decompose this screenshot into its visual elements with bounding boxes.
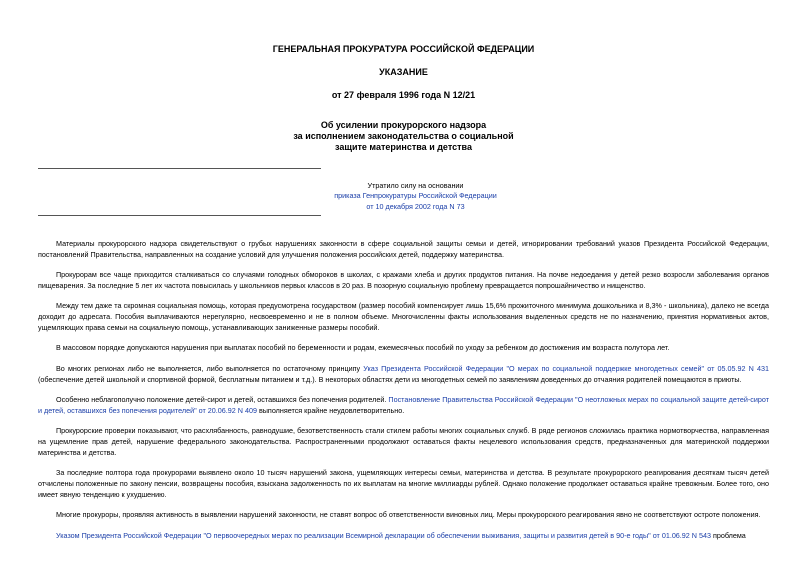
repeal-notice: Утратило силу на основании — [367, 181, 464, 190]
paragraph-4: В массовом порядке допускаются нарушения при выплатах пособий по беременности и родам, ежемесячных пособий по уходу за ребенком до достижения им возраста полутора лет. — [56, 343, 670, 352]
document-date: от 27 февраля 1996 года N 12/21 — [331, 90, 476, 100]
paragraph-6 — [38, 394, 769, 416]
paragraph-10-text-end: проблема — [710, 531, 746, 540]
paragraph-6-text-end: выполняется крайне неудовлетворительно. — [256, 406, 405, 415]
decree-543-link[interactable]: Указом Президента Российской Федерации "О первоочередных мерах по реализации Всемирной декларации об обеспечении выживания, защиты и развития детей в 90-е годы" от 01.06.92 N 543 — [56, 531, 711, 540]
title-line-2: за исполнением законодательства о социальной — [293, 131, 514, 141]
document-type: УКАЗАНИЕ — [379, 67, 428, 77]
paragraph-3: Между тем даже та скромная социальная помощь, которая предусмотрена государством (размер пособий компенсирует лишь 15,6% прожиточного минимума дошкольника и 8,3% - школьника), далеко не всегда доходит до адресата. Пособия выплачиваются нерегулярно, несвоевременно и не в полном объеме. Многочисленны факты использования выделенных средств не по назначению, принятия нормативных актов, ущемляющих права семьи на социальную помощь, устанавливающих заниженные размеры пособий. — [38, 301, 769, 332]
divider-top — [38, 168, 321, 169]
title-line-3: защите материнства и детства — [335, 142, 472, 152]
paragraph-10 — [38, 530, 769, 541]
paragraph-6-text-start: Особенно неблагополучно положение детей-сирот и детей, оставшихся без попечения родителей. — [56, 395, 389, 404]
title-line-1: Об усилении прокурорского надзора — [320, 120, 487, 130]
issuing-authority: ГЕНЕРАЛЬНАЯ ПРОКУРАТУРА РОССИЙСКОЙ ФЕДЕРАЦИИ — [272, 44, 535, 54]
decree-431-link[interactable]: Указ Президента Российской Федерации "О мерах по социальной поддержке многодетных семей" от 05.05.92 N 431 — [363, 364, 769, 373]
paragraph-8: За последние полтора года прокурорами выявлено около 10 тысяч нарушений закона, ущемляющих интересы семьи, материнства и детства. В результате прокурорского реагирования десяткам тысяч детей отчислены положенные по закону пенсии, возвращены пособия, взыскана задолженность по их выплатам на многие миллиарды рублей. Однако положение продолжает оставаться крайне тревожным. Более того, оно имеет явную тенденцию к ухудшению. — [38, 468, 769, 499]
paragraph-5-text-start: Во многих регионах либо не выполняется, либо выполняется по остаточному принципу — [56, 364, 364, 373]
divider-bottom — [38, 215, 321, 216]
paragraph-2: Прокурорам все чаще приходится сталкиваться со случаями голодных обмороков в школах, с кражами хлеба и других продуктов питания. На почве недоедания у детей резко возросли заболевания органов пищеварения. За последние 5 лет их частота повысилась у школьников первых классов в 20 раз. В позорную социальную проблему превращается попрошайничество и нищенство. — [38, 270, 769, 290]
paragraph-1: Материалы прокурорского надзора свидетельствуют о грубых нарушениях законности в сфере социальной защиты семьи и детей, игнорировании требований указов Президента Российской Федерации, постановлений Правительства, направленных на создание условий для улучшения положения российских детей, поддержку материнства. — [38, 239, 769, 259]
resolution-409-link[interactable]: Постановление Правительства Российской Федерации "О неотложных мерах по социальной защите детей-сирот и детей, оставшихся без попечения родителей" от 20.06.92 N 409 — [38, 395, 769, 415]
repeal-order-date-link[interactable]: от 10 декабря 2002 года N 73 — [366, 202, 465, 211]
repeal-order-link[interactable]: приказа Генпрокуратуры Российской Федерации — [334, 191, 497, 200]
paragraph-5 — [38, 363, 769, 385]
paragraph-7: Прокурорские проверки показывают, что расхлябанность, равнодушие, безответственность стали стилем работы многих социальных служб. В ряде регионов сложилась практика нормотворчества, направленная на ущемление прав детей, нарушение федерального законодательства. Распространенными продолжают оставаться факты нецелевого использования средств, предназначенных для материнской поддержки материнства и детства. — [38, 426, 769, 457]
paragraph-5-text-end: (обеспечение детей школьной и спортивной формой, бесплатным питанием и т.д.). В некоторых областях дети из многодетных семей по заявлениям доведенных до отчаяния родителей помещаются в приюты. — [38, 375, 742, 384]
paragraph-9: Многие прокуроры, проявляя активность в выявлении нарушений законности, не ставят вопрос об ответственности виновных лиц. Меры прокурорского реагирования явно не соответствуют остроте положения. — [56, 510, 761, 519]
document-title — [0, 120, 807, 153]
